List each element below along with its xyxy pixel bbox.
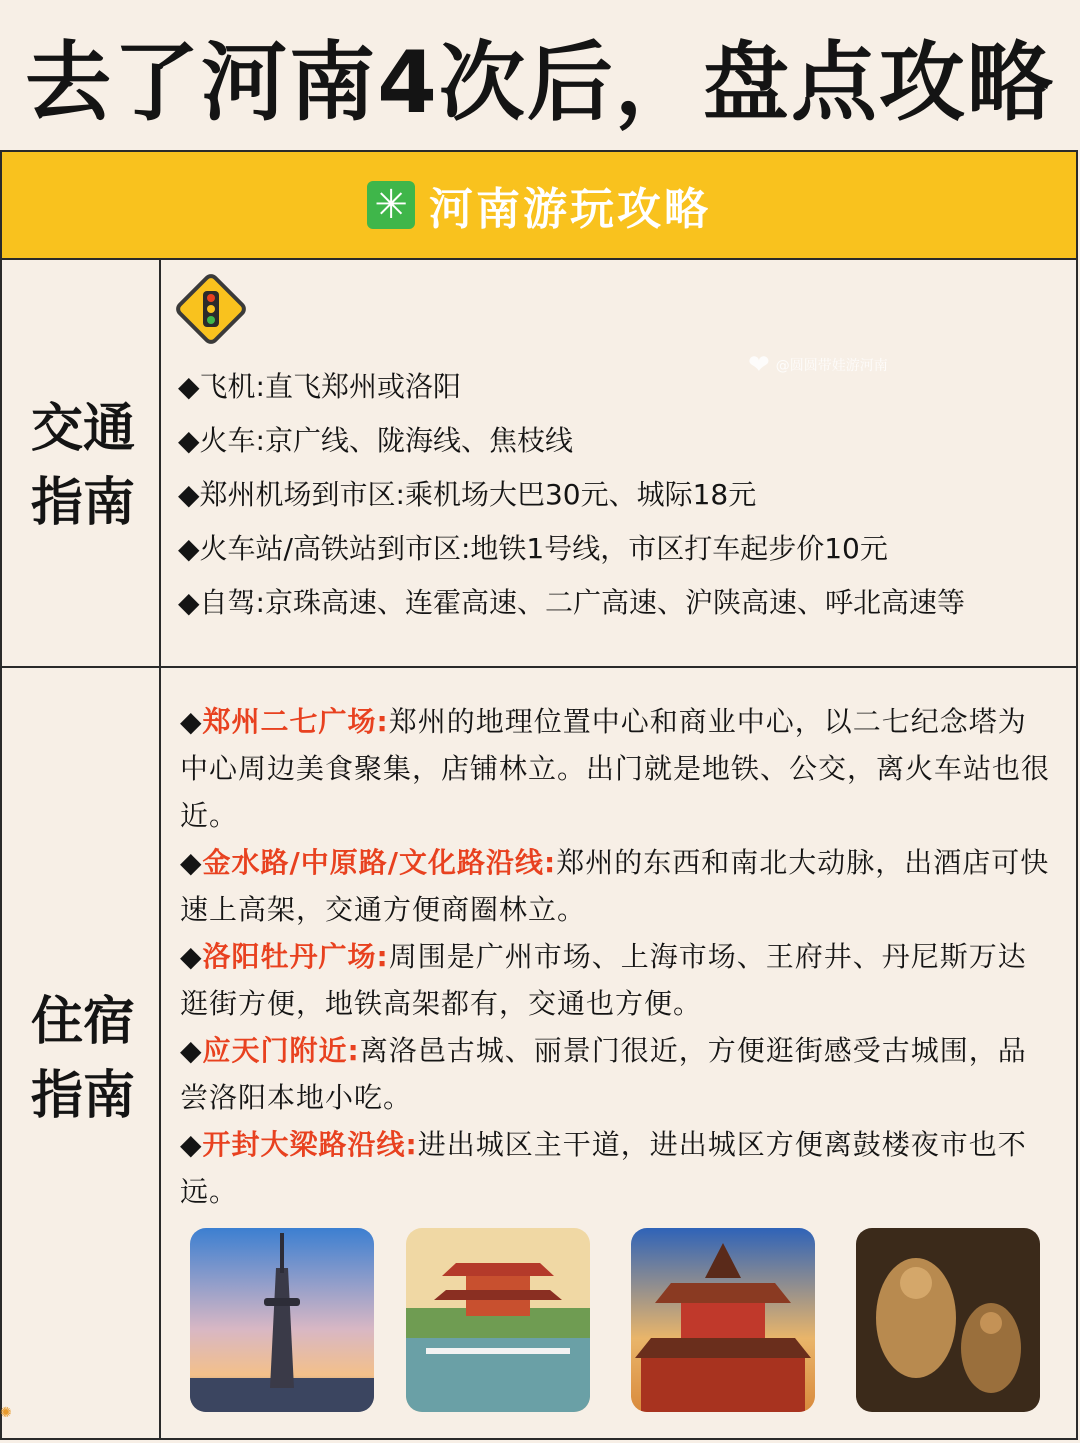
section-banner [0, 150, 1078, 260]
transport-label [18, 392, 148, 540]
transport-label-line1: 交通 [30, 399, 135, 459]
photo-palace-tower [631, 1228, 815, 1412]
photo-pavilion-lake [406, 1228, 590, 1412]
area-desc: 周围是广州市场、上海市场、王府井、丹尼斯万达逛街方便，地铁高架都有，交通也方便。 [180, 940, 1027, 1020]
photo-strip [190, 1228, 1040, 1412]
area-name: 洛阳牡丹广场: [202, 940, 389, 973]
accommodation-label [18, 985, 148, 1133]
area-desc: 郑州的东西和南北大动脉，出酒店可快速上高架，交通方便商圈林立。 [180, 846, 1050, 926]
area-name: 开封大梁路沿线: [202, 1128, 418, 1161]
page-title: 去了河南4次后，盘点攻略 [25, 33, 1055, 133]
transport-item: ◆自驾:京珠高速、连霍高速、二广高速、沪陕高速、呼北高速等 [178, 586, 965, 619]
banner-title: 河南游玩攻略 [429, 184, 711, 235]
heart-icon: ❤ [748, 350, 770, 380]
transport-item: ◆飞机:直飞郑州或洛阳 [178, 370, 461, 403]
accommodation-label-line2: 指南 [30, 1066, 135, 1126]
photo-tv-tower [190, 1228, 374, 1412]
area-name: 郑州二七广场: [202, 705, 389, 738]
row-divider [0, 666, 1078, 668]
transport-label-line2: 指南 [30, 473, 135, 533]
watermark-text: @圆圆带娃游河南 [775, 358, 888, 374]
area-desc: 进出城区主干道，进出城区方便离鼓楼夜市也不远。 [180, 1128, 1027, 1208]
accommodation-item: ◆郑州二七广场:郑州的地理位置中心和商业中心，以二七纪念塔为中心周边美食聚集，店铺林立。出门就是地铁、公交，离火车站也很近。 [180, 705, 1051, 832]
sparkle-icon: ✳ [367, 181, 415, 229]
traffic-light-icon [172, 270, 250, 348]
accommodation-item: ◆金水路/中原路/文化路沿线:郑州的东西和南北大动脉，出酒店可快速上高架，交通方便商圈林立。 [180, 846, 1050, 926]
area-name: 应天门附近: [202, 1034, 360, 1067]
transport-item: ◆火车:京广线、陇海线、焦枝线 [178, 424, 573, 457]
column-divider [159, 260, 161, 1440]
area-desc: 郑州的地理位置中心和商业中心，以二七纪念塔为中心周边美食聚集，店铺林立。出门就是地铁、公交，离火车站也很近。 [180, 705, 1051, 832]
area-name: 金水路/中原路/文化路沿线: [202, 846, 557, 879]
accommodation-item: ◆洛阳牡丹广场:周围是广州市场、上海市场、王府井、丹尼斯万达逛街方便，地铁高架都有，交通也方便。 [180, 940, 1027, 1020]
transport-item: ◆火车站/高铁站到市区:地铁1号线，市区打车起步价10元 [178, 532, 888, 565]
accommodation-item: ◆开封大梁路沿线:进出城区主干道，进出城区方便离鼓楼夜市也不远。 [180, 1128, 1027, 1208]
photo-grottoes [856, 1228, 1040, 1412]
accommodation-label-line1: 住宿 [30, 992, 135, 1052]
corner-logo-icon: ✺ [0, 1405, 12, 1421]
accommodation-item: ◆应天门附近:离洛邑古城、丽景门很近，方便逛街感受古城围，品尝洛阳本地小吃。 [180, 1034, 1027, 1114]
accommodation-list [180, 698, 1052, 1215]
transport-list [178, 360, 1058, 630]
transport-item: ◆郑州机场到市区:乘机场大巴30元、城际18元 [178, 478, 757, 511]
area-desc: 离洛邑古城、丽景门很近，方便逛街感受古城围，品尝洛阳本地小吃。 [180, 1034, 1027, 1114]
